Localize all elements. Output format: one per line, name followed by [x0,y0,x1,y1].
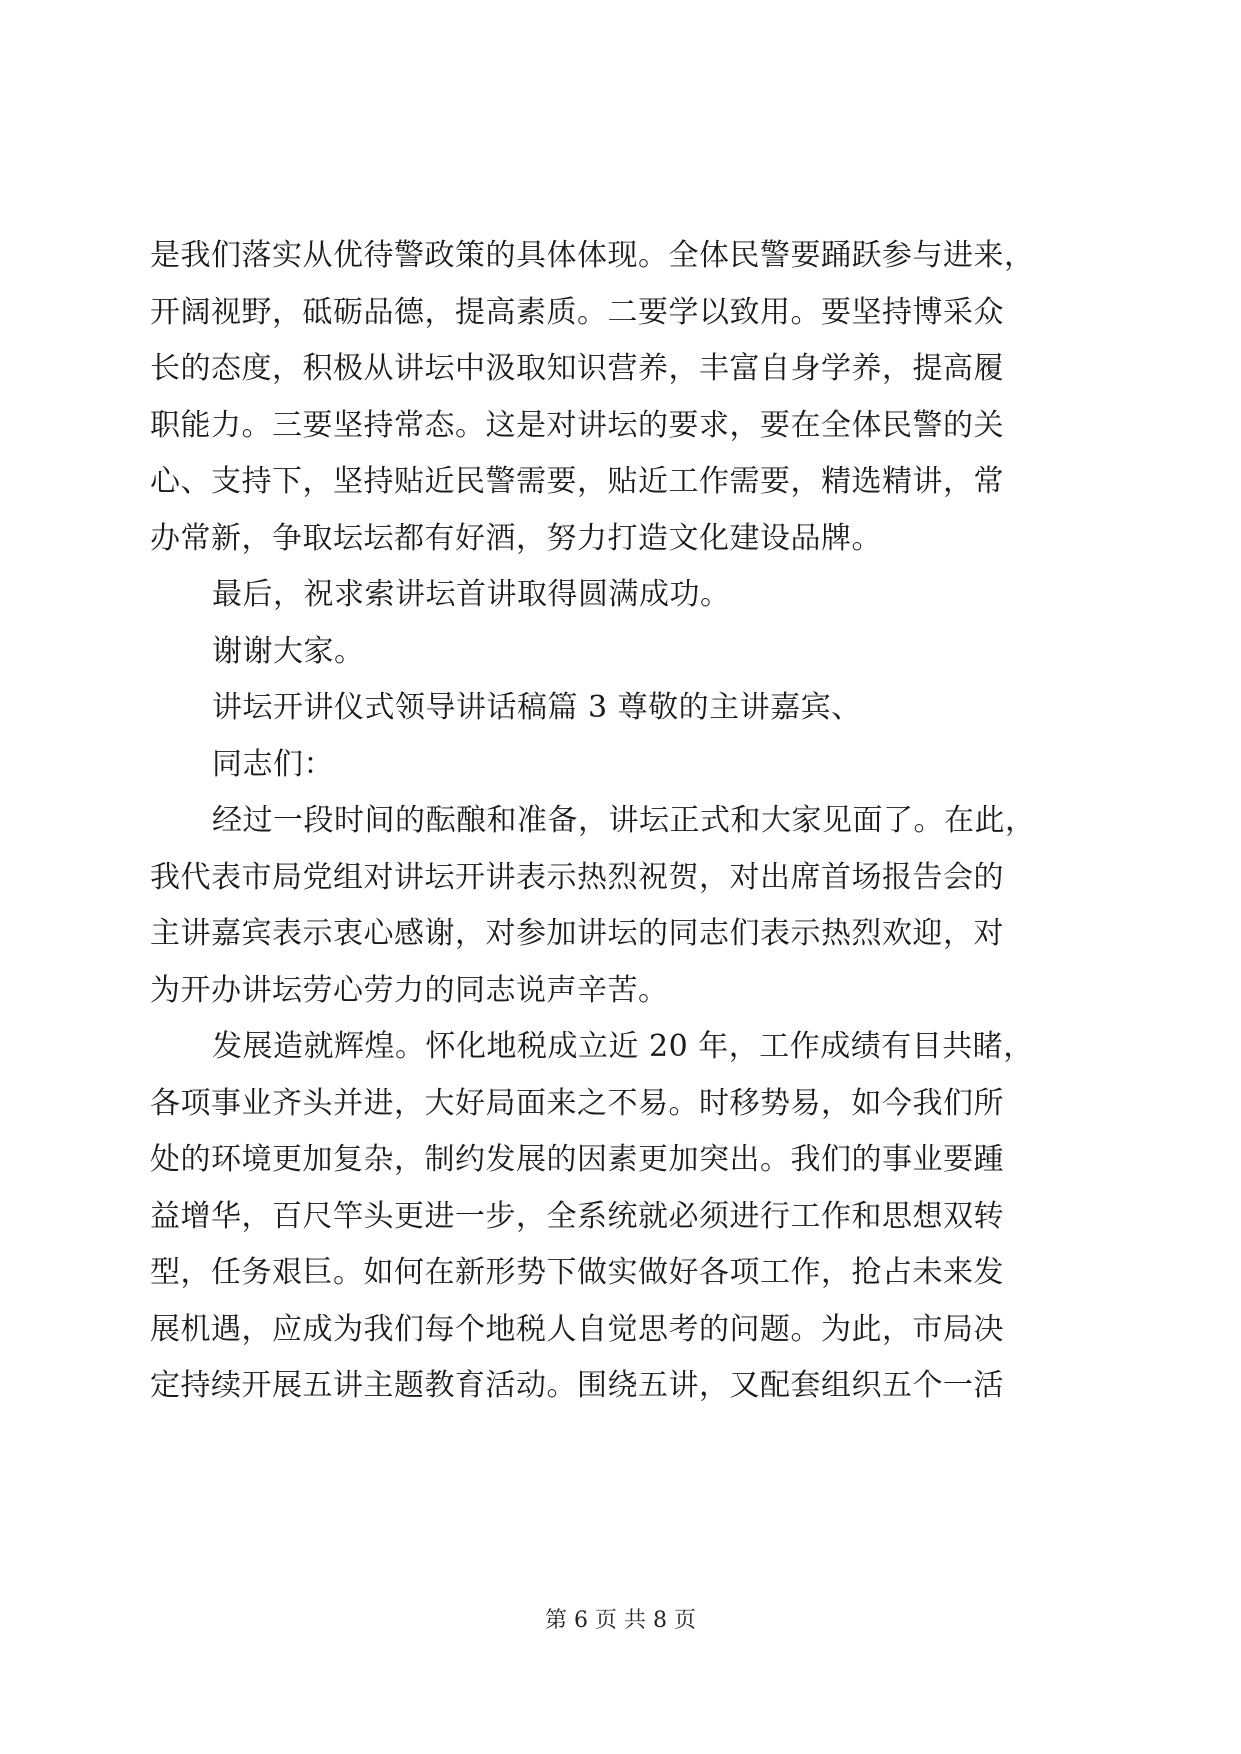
text-line: 发展造就辉煌。怀化地税成立近 20 年，工作成绩有目共睹， [212,1029,1034,1064]
text-line: 我代表市局党组对讲坛开讲表示热烈祝贺，对出席首场报告会的 [150,859,1004,895]
text-line: 益增华，百尺竿头更进一步，全系统就必须进行工作和思想双转 [150,1198,1004,1234]
text-line: 心、支持下，坚持贴近民警需要，贴近工作需要，精选精讲，常 [150,464,1004,499]
text-line: 长的态度，积极从讲坛中汲取知识营养，丰富自身学养，提高履 [150,351,1004,386]
salutation-line: 同志们： [212,746,334,782]
text-line: 主讲嘉宾表示衷心感谢，对参加讲坛的同志们表示热烈欢迎，对 [150,916,1004,951]
text-line: 开阔视野，砥砺品德，提高素质。二要学以致用。要坚持博采众 [150,294,1004,330]
text-line: 展机遇，应成为我们每个地税人自觉思考的问题。为此，市局决 [150,1311,1004,1347]
body-text [150,228,1095,1415]
text-line: 为开办讲坛劳心劳力的同志说声辛苦。 [150,972,669,1008]
text-line: 最后，祝求索讲坛首讲取得圆满成功。 [212,577,731,612]
section-heading-line: 讲坛开讲仪式领导讲话稿篇 3 尊敬的主讲嘉宾、 [212,690,862,725]
text-line: 处的环境更加复杂，制约发展的因素更加突出。我们的事业要踵 [150,1142,1004,1177]
text-line: 办常新，争取坛坛都有好酒，努力打造文化建设品牌。 [150,520,882,556]
text-line: 经过一段时间的酝酿和准备，讲坛正式和大家见面了。在此， [212,803,1036,838]
text-line: 职能力。三要坚持常态。这是对讲坛的要求，要在全体民警的关 [150,407,1004,443]
text-line: 是我们落实从优待警政策的具体体现。全体民警要踊跃参与进来， [150,238,1035,273]
text-line: 各项事业齐头并进，大好局面来之不易。时移势易，如今我们所 [150,1085,1004,1121]
page-footer: 第 6 页 共 8 页 [545,1608,696,1633]
text-line: 谢谢大家。 [212,633,365,669]
text-line: 型，任务艰巨。如何在新形势下做实做好各项工作，抢占未来发 [150,1255,1004,1290]
text-line: 定持续开展五讲主题教育活动。围绕五讲，又配套组织五个一活 [150,1368,1004,1403]
